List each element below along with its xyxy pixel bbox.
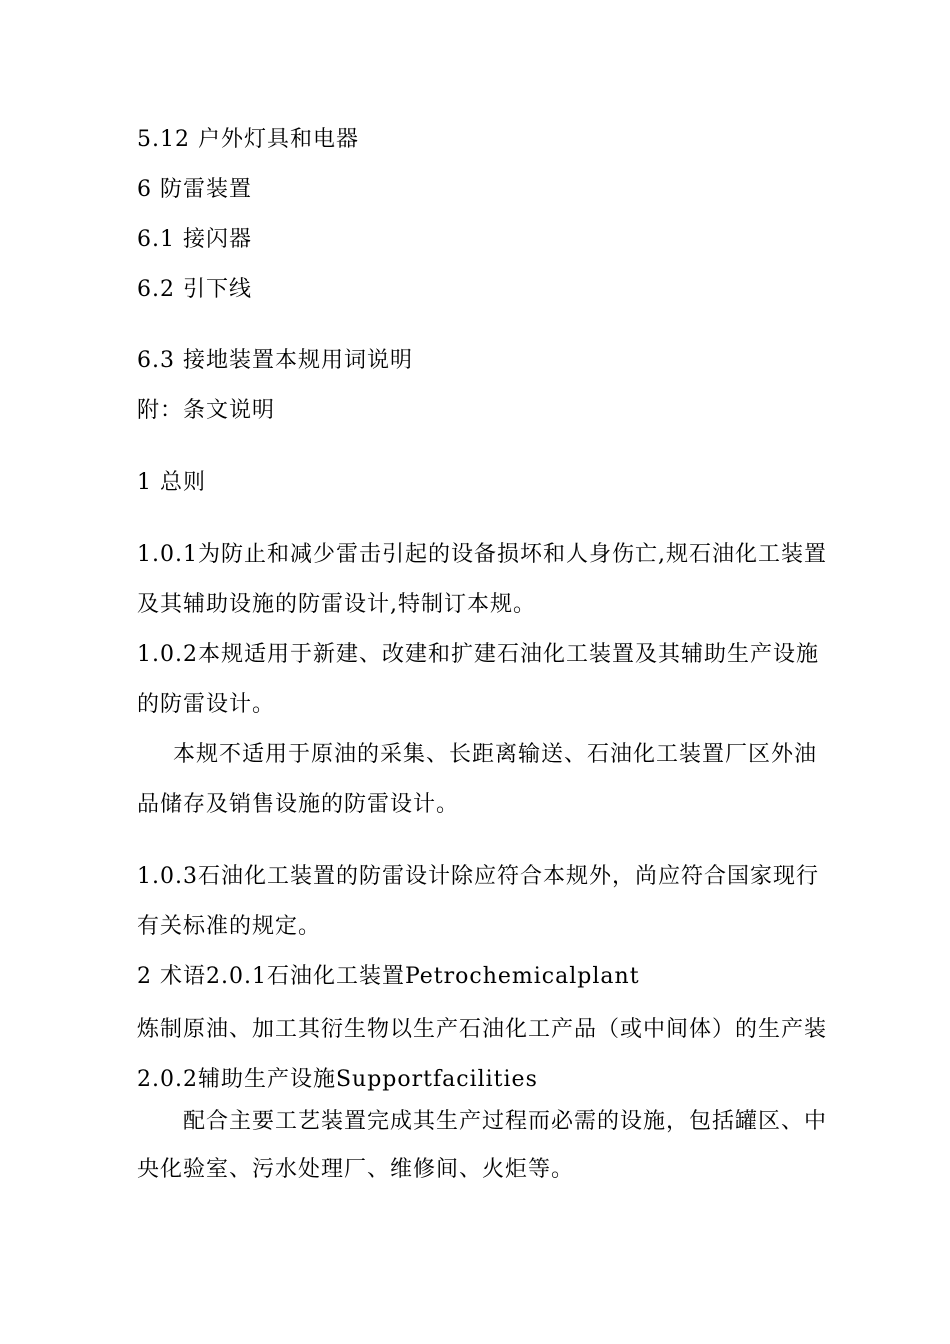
clause-1-0-3-line1: 1.0.3石油化工装置的防雷设计除应符合本规外，尚应符合国家现行 xyxy=(137,864,819,889)
term-2-0-2-heading: 2.0.2辅助生产设施Supportfacilities xyxy=(137,1067,538,1092)
clause-1-0-2-para2-line2: 品储存及销售设施的防雷设计。 xyxy=(137,792,460,817)
clause-1-0-2-para2-line1: 本规不适用于原油的采集、长距离输送、石油化工装置厂区外油 xyxy=(173,742,818,767)
toc-item-6-3: 6.3 接地装置本规用词说明 xyxy=(137,348,413,373)
clause-1-0-3-line2: 有关标准的规定。 xyxy=(137,914,322,939)
section-heading-1: 1 总则 xyxy=(137,470,206,495)
toc-item-6-1: 6.1 接闪器 xyxy=(137,227,252,252)
toc-item-6: 6 防雷装置 xyxy=(137,177,252,202)
clause-1-0-1-line1: 1.0.1为防止和减少雷击引起的设备损坏和人身伤亡,规石油化工装置 xyxy=(137,542,827,567)
clause-1-0-1-line2: 及其辅助设施的防雷设计,特制订本规。 xyxy=(137,592,536,617)
toc-item-appendix: 附：条文说明 xyxy=(137,398,276,423)
toc-item-6-2: 6.2 引下线 xyxy=(137,277,252,302)
section-heading-2: 2 术语2.0.1石油化工装置Petrochemicalplant xyxy=(137,964,640,989)
toc-item-5-12: 5.12 户外灯具和电器 xyxy=(137,127,359,152)
clause-1-0-2-line2: 的防雷设计。 xyxy=(137,692,276,717)
term-2-0-1-definition: 炼制原油、加工其衍生物以生产石油化工产品（或中间体）的生产装 xyxy=(137,1017,828,1042)
term-2-0-2-definition-line1: 配合主要工艺装置完成其生产过程而必需的设施，包括罐区、中 xyxy=(183,1109,828,1134)
term-2-0-2-definition-line2: 央化验室、污水处理厂、维修间、火炬等。 xyxy=(137,1157,575,1182)
clause-1-0-2-line1: 1.0.2本规适用于新建、改建和扩建石油化工装置及其辅助生产设施 xyxy=(137,642,819,667)
